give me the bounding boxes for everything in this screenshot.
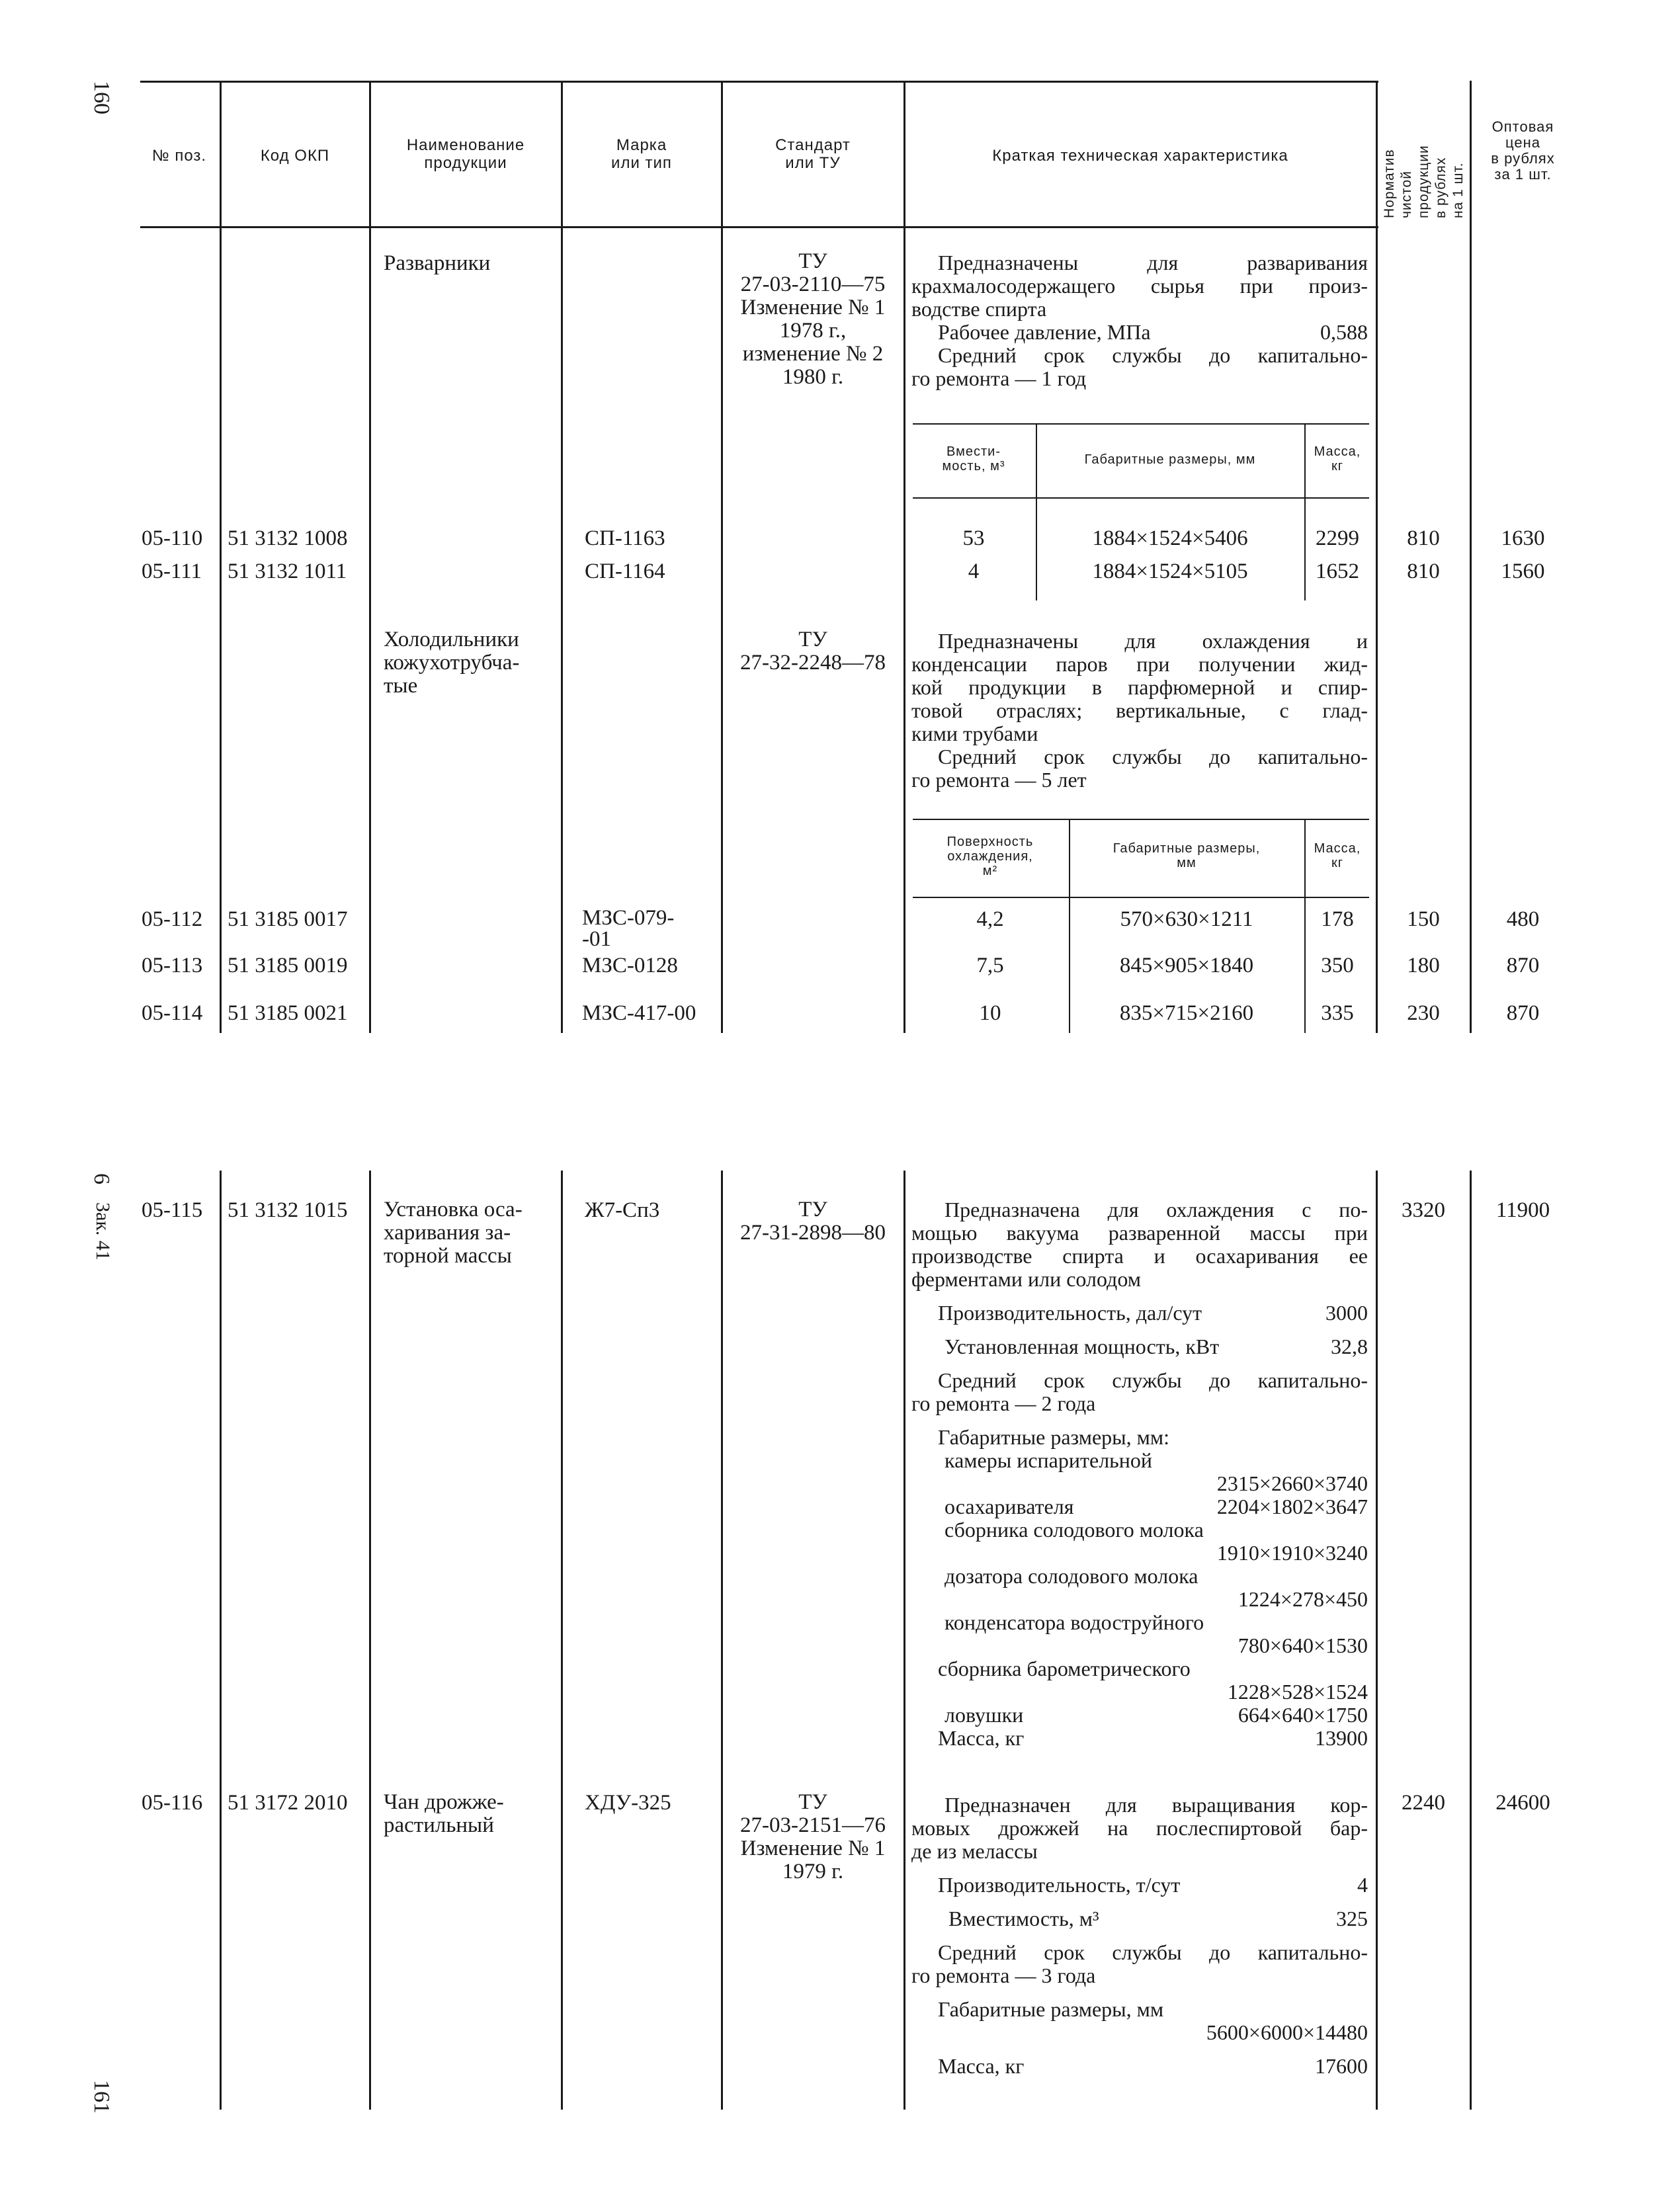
signature-number: 6 [89,1173,114,1184]
col-divider [561,1171,563,2110]
col-divider [1470,1171,1472,2110]
row-surface: 4,2 [976,907,1004,931]
item115-mark: Ж7-Сп3 [585,1198,660,1222]
col-divider [561,81,563,1033]
row-dims: 835×715×2160 [1119,1001,1254,1025]
row-mark: МЗС-0128 [582,954,678,977]
col-divider [721,81,723,1033]
page-number-right: 161 [89,2080,114,2114]
row-dims: 1884×1524×5406 [1092,526,1248,550]
row-okp: 51 3132 1011 [228,559,347,583]
group1-description: Предназначены для разваривания крахмалосодержащего сырья при произ- водстве спирта Рабочее давление, МПа 0,588 Средний срок службы до капитально- го ремонта — 1 год [911,251,1368,390]
item115-pos: 05-115 [142,1198,203,1222]
header-top-rule [140,81,1378,83]
col-divider [369,81,371,1033]
header-norm: Норматив чистой продукции в рублях на 1 шт. [1382,145,1466,218]
row-pos: 05-113 [142,954,203,977]
row-mass: 1652 [1316,559,1359,583]
item115-price: 11900 [1495,1198,1550,1222]
col-divider [1376,81,1378,1033]
col-divider [1376,1171,1378,2110]
row-norm: 810 [1407,559,1440,583]
row-dims: 570×630×1211 [1120,907,1253,931]
group1-sub-col3: Масса, кг [1314,444,1361,474]
col-divider [220,81,222,1033]
row-mark: СП-1163 [585,526,665,550]
row-price: 480 [1506,907,1540,931]
header-mark: Марка или тип [611,136,672,172]
row-price: 1560 [1501,559,1545,583]
group1-sub-col2: Габаритные размеры, мм [1084,452,1256,467]
row-mass: 335 [1321,1001,1354,1025]
header-okp: Код ОКП [260,147,330,165]
row-dims: 845×905×1840 [1119,954,1254,977]
row-mark: МЗС-079- -01 [582,906,675,951]
col-divider [369,1171,371,2110]
subtable-rule [913,819,1369,820]
row-price: 870 [1506,1001,1540,1025]
item116-std: ТУ 27-03-2151—76 Изменение № 1 1979 г. [740,1790,886,1883]
row-pos: 05-111 [142,559,202,583]
item115-description: Предназначена для охлаждения с по- мощью вакуума разваренной массы при производстве спирта и осахаривания ее ферментами или солодом Производительность, дал/сут 3000 Установленная мощность, кВт 32,8 Средний срок службы до капитально- го ремонта — 2 года Габаритные размеры, мм: камеры испарительной 2315×2660×3740 осахаривателя 2204×1802×3647 сборника солодового молока 1910×1910×3240 дозатора солодового молока 1224×278×450 конденсатора водоструйного 780×640×1530 сборника барометрического 1228×528×1524 ловушки 664×640×1750 Масса, кг 13900 [911,1198,1368,1750]
subtable-rule [913,897,1369,898]
col-divider [1470,81,1472,1033]
group2-sub-col1: Поверхность охлаждения, м² [946,835,1034,878]
page-number-left: 160 [89,81,114,114]
item115-okp: 51 3132 1015 [228,1198,348,1222]
row-surface: 7,5 [976,954,1004,977]
row-norm: 150 [1407,907,1440,931]
row-volume: 53 [962,526,985,550]
item116-norm: 2240 [1402,1791,1445,1815]
header-bottom-rule [140,226,1378,228]
group2-std: ТУ 27-32-2248—78 [740,628,886,675]
item116-mark: ХДУ-325 [585,1791,671,1815]
row-price: 870 [1506,954,1540,977]
row-mark: МЗС-417-00 [582,1001,696,1025]
header-pos: № поз. [151,147,207,165]
item116-name: Чан дрожже- растильный [384,1790,504,1837]
row-norm: 810 [1407,526,1440,550]
group1-std: ТУ 27-03-2110—75 Изменение № 1 1978 г., изменение № 2 1980 г. [740,249,886,389]
subtable-rule [913,423,1369,425]
row-mark: СП-1164 [585,559,665,583]
item115-name: Установка оса- харивания за- торной массы [384,1198,523,1268]
row-okp: 51 3185 0021 [228,1001,348,1025]
row-pos: 05-110 [142,526,203,550]
row-norm: 230 [1407,1001,1440,1025]
row-pos: 05-114 [142,1001,203,1025]
col-divider [903,81,905,1033]
item115-std: ТУ 27-31-2898—80 [740,1198,886,1245]
row-okp: 51 3132 1008 [228,526,348,550]
col-divider [721,1171,723,2110]
header-std: Стандарт или ТУ [775,136,851,172]
row-mass: 2299 [1316,526,1359,550]
row-volume: 4 [968,559,980,583]
subtable-rule [913,497,1369,499]
row-okp: 51 3185 0017 [228,907,348,931]
row-surface: 10 [979,1001,1001,1025]
group2-description: Предназначены для охлаждения и конденсации паров при получении жид- кой продукции в парфюмерной и спир- товой отраслях; вертикальные, с глад- кими трубами Средний срок службы до капитально- го ремонта — 5 лет [911,629,1368,792]
header-name: Наименование продукции [406,136,525,172]
group1-sub-col1: Вмести- мость, м³ [942,444,1005,474]
header-tech: Краткая техническая характеристика [992,147,1288,165]
group2-name: Холодильники кожухотрубча- тые [384,628,520,698]
item116-description: Предназначен для выращивания кор- мовых дрожжей на послеспиртовой бар- де из мелассы Производительность, т/сут 4 Вместимость, м³ 325 Средний срок службы до капитально- го ремонта — 3 года Габаритные размеры, мм 5600×6000×14480 Масса, кг 17600 [911,1793,1368,2078]
signature-text: Зак. 41 [92,1202,114,1260]
row-okp: 51 3185 0019 [228,954,348,977]
header-price: Оптовая цена в рублях за 1 шт. [1491,118,1555,183]
item116-price: 24600 [1495,1791,1550,1815]
group2-sub-col2: Габаритные размеры, мм [1113,841,1261,870]
row-dims: 1884×1524×5105 [1092,559,1248,583]
col-divider [220,1171,222,2110]
item116-pos: 05-116 [142,1791,203,1815]
group2-sub-col3: Масса, кг [1314,841,1361,870]
row-mass: 350 [1321,954,1354,977]
item116-okp: 51 3172 2010 [228,1791,348,1815]
row-pos: 05-112 [142,907,203,931]
col-divider [903,1171,905,2110]
row-mass: 178 [1321,907,1354,931]
row-norm: 180 [1407,954,1440,977]
group1-name: Разварники [384,251,491,275]
row-price: 1630 [1501,526,1545,550]
item115-norm: 3320 [1402,1198,1445,1222]
